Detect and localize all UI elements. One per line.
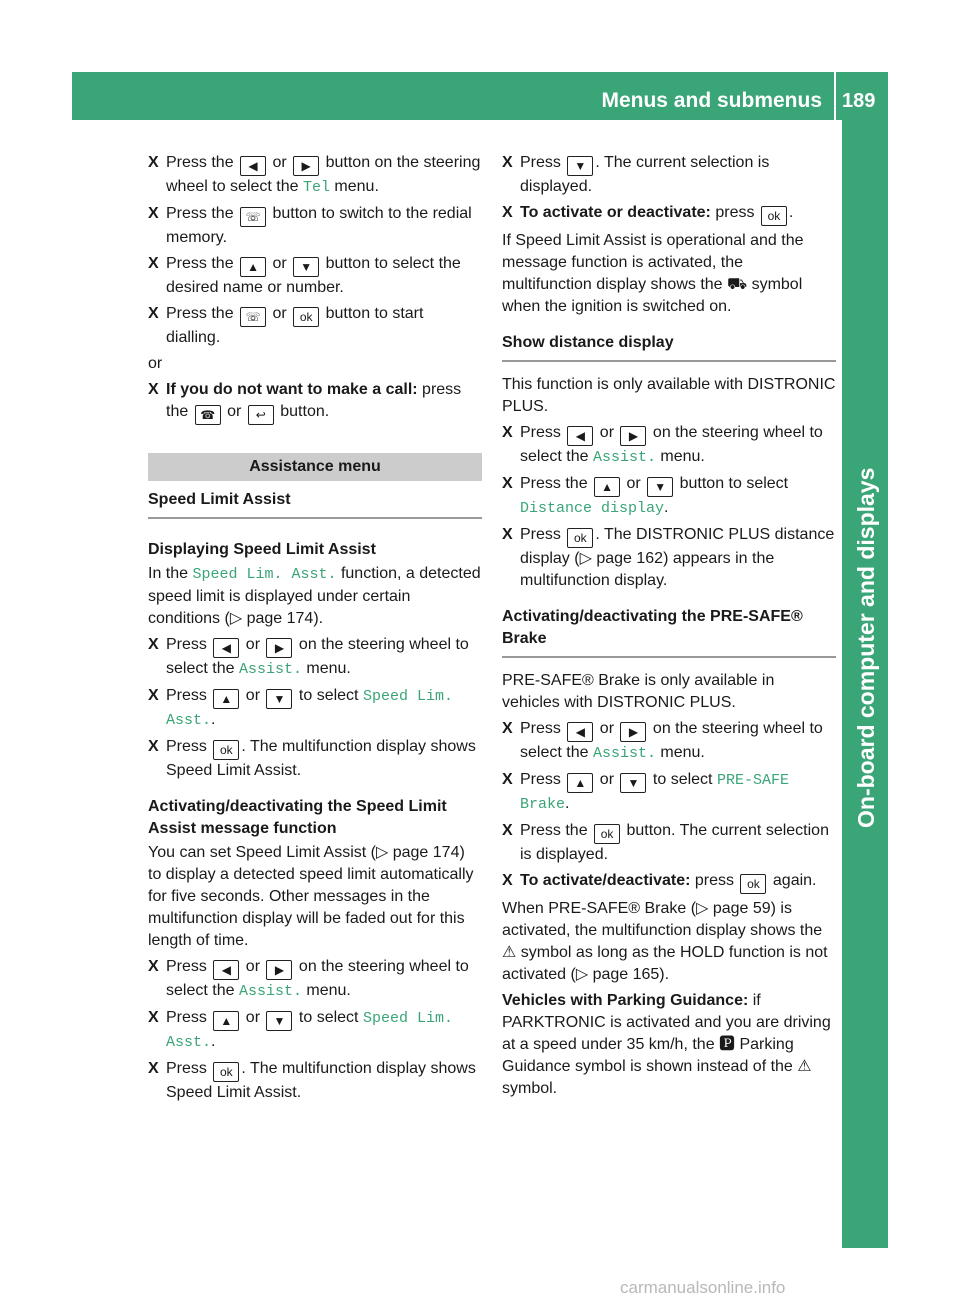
up-arrow-key-icon: ▲ bbox=[567, 773, 593, 793]
step-marker: X bbox=[148, 1009, 159, 1026]
step-item: X Press ▲ or ▼ to select PRE-SAFE Brake. bbox=[502, 771, 789, 813]
no-call-end: button. bbox=[275, 403, 330, 420]
step-item: X Press ◀ or ▶ on the steering wheel to select the Assist. menu. bbox=[502, 424, 823, 466]
back-key-icon: ↩ bbox=[248, 405, 274, 425]
section-title-speed-limit: Speed Limit Assist bbox=[148, 489, 482, 519]
step-marker: X bbox=[502, 526, 513, 543]
left-arrow-key-icon: ◀ bbox=[567, 426, 593, 446]
step-marker: X bbox=[502, 204, 513, 221]
pre-safe-paragraph: PRE-SAFE® Brake is only available in vehicles with DISTRONIC PLUS. bbox=[502, 672, 775, 711]
header-divider bbox=[834, 72, 836, 120]
display-text: Assist. bbox=[238, 983, 302, 1000]
step-item: X To activate or deactivate: press ok . bbox=[502, 202, 836, 226]
no-call-or: or bbox=[222, 403, 246, 420]
ok-key-icon: ok bbox=[594, 824, 620, 844]
display-text: Tel bbox=[302, 179, 330, 196]
step-item: X To activate/deactivate: press ok again. bbox=[502, 870, 836, 894]
step-marker: X bbox=[148, 1060, 159, 1077]
step-marker: X bbox=[148, 205, 159, 222]
displaying-steps bbox=[148, 634, 482, 782]
display-text: Assist. bbox=[592, 449, 656, 466]
down-arrow-key-icon: ▼ bbox=[567, 156, 593, 176]
step-item: X Press ok . The multifunction display shows Speed Limit Assist. bbox=[148, 738, 476, 779]
ok-key-icon: ok bbox=[213, 1062, 239, 1082]
operational-paragraph: If Speed Limit Assist is operational and the message function is activated, the multifunction display shows the ⛟ symbol when the ignition is switched on. bbox=[502, 232, 804, 315]
step-item: X Press ▼ . The current selection is displayed. bbox=[502, 154, 770, 195]
phone-icon-key-icon: ☏ bbox=[240, 207, 266, 227]
intro-steps bbox=[148, 152, 482, 349]
display-text: Speed Lim. Asst. bbox=[166, 1010, 453, 1051]
pre-safe-steps bbox=[502, 718, 836, 894]
display-text: Speed Lim. Asst. bbox=[166, 688, 453, 729]
parking-guidance-label: Vehicles with Parking Guidance: bbox=[502, 992, 749, 1009]
up-arrow-key-icon: ▲ bbox=[240, 257, 266, 277]
activating-steps bbox=[148, 956, 482, 1104]
ok-key-icon: ok bbox=[567, 528, 593, 548]
up-arrow-key-icon: ▲ bbox=[594, 477, 620, 497]
step-marker: X bbox=[148, 305, 159, 322]
step-item: X Press the ▲ or ▼ button to select Distance display. bbox=[502, 475, 789, 517]
heading-activating-message: Activating/deactivating the Speed Limit Assist message function bbox=[148, 798, 447, 837]
display-text: Assist. bbox=[592, 745, 656, 762]
step-marker: X bbox=[148, 738, 159, 755]
section-title-pre-safe: Activating/deactivating the PRE-SAFE® Brake bbox=[502, 606, 836, 658]
step-item: X Press ◀ or ▶ on the steering wheel to select the Assist. menu. bbox=[148, 958, 469, 1000]
step-item: X Press ▲ or ▼ to select Speed Lim. Asst.. bbox=[148, 687, 453, 729]
step-marker: X bbox=[148, 381, 159, 398]
down-arrow-key-icon: ▼ bbox=[647, 477, 673, 497]
step-marker: X bbox=[148, 255, 159, 272]
step-marker: X bbox=[148, 154, 159, 171]
page-title: Menus and submenus bbox=[601, 89, 822, 112]
activating-paragraph: You can set Speed Limit Assist (▷ page 174) to display a detected speed limit automatically for five seconds. Other messages in the multifunction display will be faded out for this length of time. bbox=[148, 844, 474, 949]
ok-key-icon: ok bbox=[740, 874, 766, 894]
up-arrow-key-icon: ▲ bbox=[213, 689, 239, 709]
side-tab-title bbox=[842, 158, 888, 828]
footer-watermark: carmanualsonline.info bbox=[620, 1278, 786, 1297]
or-text: or bbox=[148, 355, 163, 372]
step-marker: X bbox=[502, 872, 513, 889]
step-item: X Press the ◀ or ▶ button on the steering wheel to select the Tel menu. bbox=[148, 154, 481, 196]
step-marker: X bbox=[148, 636, 159, 653]
heading-displaying: Displaying Speed Limit Assist bbox=[148, 541, 376, 558]
step-marker: X bbox=[502, 822, 513, 839]
displaying-paragraph: In the Speed Lim. Asst. function, a detected speed limit is displayed under certain conditions (▷ page 174). bbox=[148, 565, 481, 627]
bold-label: To activate/deactivate: bbox=[520, 872, 691, 889]
bold-label: To activate or deactivate: bbox=[520, 204, 711, 221]
right-arrow-key-icon: ▶ bbox=[620, 426, 646, 446]
no-call-label: If you do not want to make a call: bbox=[166, 381, 418, 398]
distance-steps bbox=[502, 422, 836, 592]
display-text: PRE-SAFE Brake bbox=[520, 772, 789, 813]
step-item: X Press the ok button. The current selection is displayed. bbox=[502, 822, 829, 863]
step-item: X Press the ☏ button to switch to the redial memory. bbox=[148, 205, 472, 246]
down-arrow-key-icon: ▼ bbox=[266, 1011, 292, 1031]
step-marker: X bbox=[502, 475, 513, 492]
when-paragraph: When PRE-SAFE® Brake (▷ page 59) is activated, the multifunction display shows the ⚠ symbol as long as the HOLD function is not activated (▷ page 165). bbox=[502, 900, 828, 983]
down-arrow-key-icon: ▼ bbox=[293, 257, 319, 277]
top-steps bbox=[502, 152, 836, 226]
step-marker: X bbox=[148, 958, 159, 975]
step-marker: X bbox=[502, 154, 513, 171]
up-arrow-key-icon: ▲ bbox=[213, 1011, 239, 1031]
left-arrow-key-icon: ◀ bbox=[213, 638, 239, 658]
section-title-distance: Show distance display bbox=[502, 332, 836, 362]
step-marker: X bbox=[502, 771, 513, 788]
step-item: X Press ◀ or ▶ on the steering wheel to select the Assist. menu. bbox=[502, 720, 823, 762]
ok-key-icon: ok bbox=[761, 206, 787, 226]
step-item: X Press the ☏ or ok button to start dialling. bbox=[148, 305, 424, 346]
down-arrow-key-icon: ▼ bbox=[266, 689, 292, 709]
parking-guidance-text: if PARKTRONIC is activated and you are driving at a speed under 35 km/h, the 🅿 Parking Guidance symbol is shown instead of the ⚠ symbol. bbox=[502, 992, 831, 1097]
step-marker: X bbox=[502, 720, 513, 737]
section-box-assistance: Assistance menu bbox=[148, 453, 482, 481]
phone-icon-key-icon: ☏ bbox=[240, 307, 266, 327]
side-tab-label: On-board computer and displays bbox=[853, 467, 879, 828]
down-arrow-key-icon: ▼ bbox=[620, 773, 646, 793]
left-arrow-key-icon: ◀ bbox=[240, 156, 266, 176]
ok-key-icon: ok bbox=[213, 740, 239, 760]
right-arrow-key-icon: ▶ bbox=[266, 960, 292, 980]
page-number: 189 bbox=[842, 90, 876, 112]
hangup-key-icon: ☎ bbox=[195, 405, 221, 425]
no-call-step bbox=[148, 379, 482, 425]
distance-paragraph: This function is only available with DISTRONIC PLUS. bbox=[502, 376, 836, 415]
right-column bbox=[502, 152, 836, 1104]
right-arrow-key-icon: ▶ bbox=[293, 156, 319, 176]
step-item: X Press ▲ or ▼ to select Speed Lim. Asst.. bbox=[148, 1009, 453, 1051]
display-text: Speed Lim. Asst. bbox=[192, 566, 337, 583]
left-column bbox=[148, 152, 482, 1108]
left-arrow-key-icon: ◀ bbox=[213, 960, 239, 980]
ok-key-icon: ok bbox=[293, 307, 319, 327]
no-call-text: press the bbox=[166, 381, 462, 420]
step-item: X Press the ▲ or ▼ button to select the desired name or number. bbox=[148, 255, 461, 296]
display-text: Assist. bbox=[238, 661, 302, 678]
display-text: Distance display bbox=[520, 500, 665, 517]
step-item: X Press ◀ or ▶ on the steering wheel to select the Assist. menu. bbox=[148, 636, 469, 678]
parking-guidance-paragraph bbox=[502, 990, 836, 1100]
right-arrow-key-icon: ▶ bbox=[266, 638, 292, 658]
right-arrow-key-icon: ▶ bbox=[620, 722, 646, 742]
step-marker: X bbox=[502, 424, 513, 441]
step-item: X Press ok . The multifunction display shows Speed Limit Assist. bbox=[148, 1060, 476, 1101]
step-marker: X bbox=[148, 687, 159, 704]
step-item: X Press ok . The DISTRONIC PLUS distance display (▷ page 162) appears in the multifunction display. bbox=[502, 526, 835, 589]
left-arrow-key-icon: ◀ bbox=[567, 722, 593, 742]
